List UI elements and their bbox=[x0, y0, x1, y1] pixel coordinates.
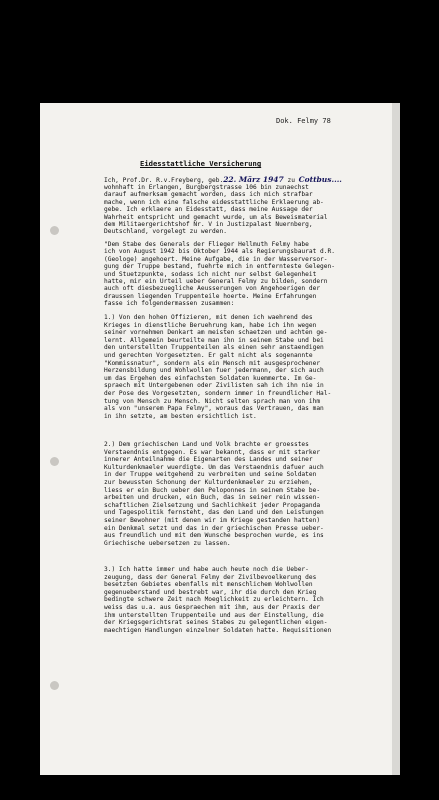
point-1-line: der Pose des Vorgesetzten, sondern immer in freundlicher Hal- bbox=[104, 390, 332, 397]
point-1-line: lernt. Allgemein beurteilte man ihn in seinem Stabe und bei bbox=[104, 336, 324, 344]
point-2-line: ein Denkmal setzt und das in der griechischen Presse ueber- bbox=[104, 524, 324, 532]
punch-hole bbox=[50, 457, 59, 466]
page-edge bbox=[392, 103, 400, 775]
point-1-line: spraech mit Untergebenen oder Zivilisten sah ich ihn nie in bbox=[104, 382, 324, 390]
para-intro-line: "Dem Stabe des Generals der Flieger Hellmuth Felmy habe bbox=[104, 241, 309, 248]
intro-line: Deutschland, vorgelegt zu werden. bbox=[104, 228, 227, 236]
document-title: Eidesstattliche Versicherung bbox=[140, 159, 262, 168]
point-1-line: den unterstellten Truppenteilen als einen sehr anstaendigen bbox=[104, 344, 324, 352]
intro-first-line bbox=[104, 176, 342, 184]
point-1-line: "Kommissnatur", sondern als ein Mensch mit ausgesprochener bbox=[104, 359, 321, 367]
punch-hole bbox=[50, 681, 59, 690]
para-intro-line: auch oft diesbezuegliche Aeusserungen von Angehoerigen der bbox=[104, 285, 321, 293]
point-2-line: und Tagespolitik fernsteht, das den Land und den Leistungen bbox=[104, 509, 324, 517]
point-3-line: ihm unterstellten Truppenteile und aus der Einstellung, die bbox=[104, 611, 324, 619]
point-2-line: schaftlichen Zielsetzung und Sachlichkeit jeder Propaganda bbox=[104, 501, 321, 509]
para-intro-line: hatte, mir ein Urteil ueber General Felmy zu bilden, sondern bbox=[104, 278, 328, 285]
point-1-line: Krieges in dienstliche Beruehrung kam, habe ich ihn wegen bbox=[104, 321, 317, 329]
point-1-line: seiner vornehmen Denkart am meisten schaetzen und achten ge- bbox=[104, 329, 328, 337]
document-reference: Dok. Felmy 78 bbox=[276, 117, 331, 125]
para-intro-line: fasse ich folgendermassen zusammen: bbox=[104, 300, 235, 308]
point-1-line: in ihn setzte, am besten ersichtlich ist. bbox=[104, 412, 257, 420]
point-3-line: weiss das u.a. aus Gespraechen mit ihm, aus der Praxis der bbox=[104, 604, 321, 611]
point-2-line: innerer Anteilnahme die Eigenarten des Landes und seiner bbox=[104, 456, 313, 464]
point-3-line: maechtigen Handlungen einzelner Soldaten hatte. Requisitionen bbox=[104, 626, 332, 634]
point-2-line: zur bewussten Schonung der Kulturdenkmaeler zu erziehen, bbox=[104, 479, 313, 486]
intro-line: Wahrheit entspricht und gemacht wurde, um als Beweismaterial bbox=[104, 213, 328, 221]
para-intro-line: gung der Truppe bestand, fuehrte mich in entfernteste Gelegen- bbox=[104, 263, 335, 271]
point-2-line: in der Truppe weitgehend zu verbreiten und seine Soldaten bbox=[104, 471, 317, 479]
handwritten-date: 22. März 1947 bbox=[223, 175, 284, 184]
point-2-line: aus freundlich und mit dem Wunsche besprochen wurde, es ins bbox=[104, 532, 324, 540]
point-2-line: 2.) Dem griechischen Land und Volk brachte er groesstes bbox=[104, 441, 309, 448]
intro-zu-text: zu bbox=[283, 177, 299, 184]
point-2-line: liess er ein Buch ueber den Peloponnes in seinem Stabe be- bbox=[104, 486, 321, 494]
intro-line: darauf aufmerksam gemacht worden, dass ich mich strafbar bbox=[104, 191, 313, 199]
point-3-line: 3.) Ich hatte immer und habe auch heute noch die Ueber- bbox=[104, 566, 309, 573]
para-intro-line: und Stuetzpunkte, sodass ich nicht nur selbst Gelegenheit bbox=[104, 270, 317, 278]
point-1-line: um das Ergehen des einfachsten Soldaten kuemmerte. Im Ge- bbox=[104, 374, 317, 382]
point-1-line: und gerechten Vorgesetzten. Er galt nicht als sogenannte bbox=[104, 352, 313, 359]
point-3-line: zeugung, dass der General Felmy der Zivilbevoelkerung des bbox=[104, 573, 317, 581]
intro-line: dem Militaergerichtshof Nr. V in Justizpalast Nuernberg, bbox=[104, 221, 313, 228]
intro-line: wohnhaft in Erlangen, Burgbergstrasse 106 bin zunaechst bbox=[104, 184, 309, 191]
intro-line: gebe. Ich erklaere an Eidesstatt, dass meine Aussage der bbox=[104, 206, 313, 214]
point-1-line: 1.) Von den hohen Offizieren, mit denen ich waehrend des bbox=[104, 314, 313, 321]
point-1-line: tung von Mensch zu Mensch. Nicht selten sprach man von ihm bbox=[104, 397, 321, 405]
point-2-line: Griechische uebersetzen zu lassen. bbox=[104, 539, 231, 547]
para-intro-line: draussen liegenden Truppenteile hoerte. Meine Erfahrungen bbox=[104, 292, 317, 300]
point-2-line: Kulturdenkmaeler wuerdigte. Um das Verstaendnis dafuer auch bbox=[104, 463, 324, 471]
point-3-line: gegenueberstand und bestrebt war, ihr die durch den Krieg bbox=[104, 588, 317, 596]
handwritten-place: Cottbus.... bbox=[298, 175, 342, 184]
point-2-line: arbeiten und drucken, ein Buch, das in seiner rein wissen- bbox=[104, 494, 321, 502]
point-3-line: besetzten Gebietes ebenfalls mit menschlichem Wohlwollen bbox=[104, 581, 313, 589]
intro-name-text: Ich, Prof.Dr. R.v.Freyberg, geb. bbox=[104, 177, 224, 184]
point-2-line: Verstaendnis entgegen. Es war bekannt, dass er mit starker bbox=[104, 448, 321, 456]
intro-line: mache, wenn ich eine falsche eidesstattliche Erklaerung ab- bbox=[104, 198, 324, 206]
point-2-line: seiner Bewohner (mit denen wir im Kriege gestanden hatten) bbox=[104, 517, 321, 524]
para-intro-line: ich von August 1942 bis Oktober 1944 als Regierungsbaurat d.R. bbox=[104, 248, 335, 256]
point-1-line: Herzensbildung und Wohlwollen fuer jedermann, der sich auch bbox=[104, 367, 324, 375]
point-3-line: bedingte schwere Zeit nach Moeglichkeit zu erleichtern. Ich bbox=[104, 596, 324, 604]
punch-hole bbox=[50, 226, 59, 235]
point-1-line: als von "unserem Papa Felmy", woraus das Vertrauen, das man bbox=[104, 405, 324, 413]
point-3-line: der Kriegsgerichtsrat seines Stabes zu gelegentlichen eigen- bbox=[104, 619, 328, 627]
para-intro-line: (Geologe) angehoert. Meine Aufgabe, die in der Wasserversor- bbox=[104, 255, 328, 263]
